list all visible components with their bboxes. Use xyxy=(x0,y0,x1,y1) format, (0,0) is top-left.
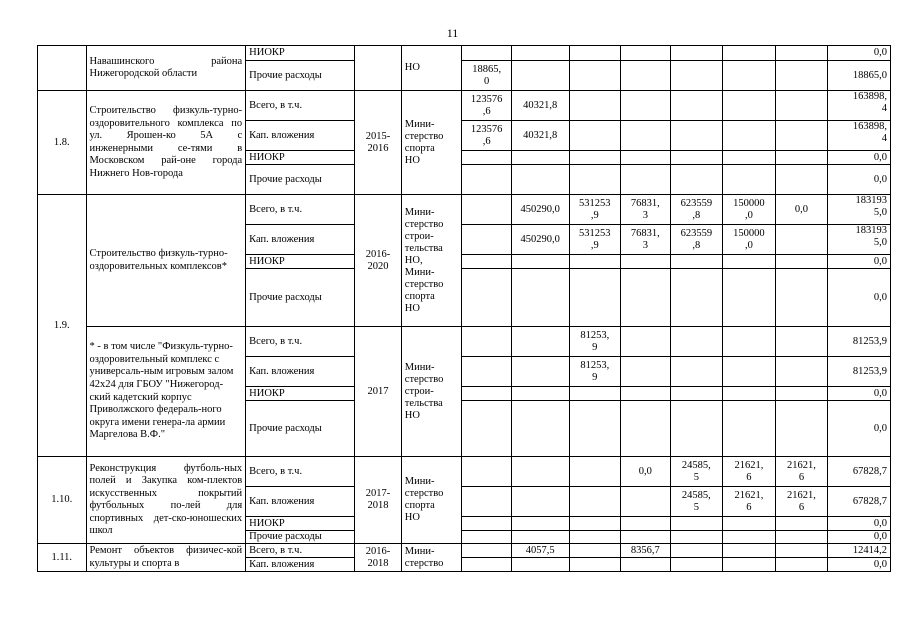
value-cell: 40321,8 xyxy=(511,91,569,121)
expense-kind: Кап. вложения xyxy=(246,357,355,387)
expense-kind: Кап. вложения xyxy=(246,121,355,151)
total-cell: 163898, 4 xyxy=(828,91,891,121)
period: 2015- 2016 xyxy=(355,91,401,195)
total-cell: 0,0 xyxy=(828,558,891,572)
value-cell: 531253 ,9 xyxy=(569,195,621,225)
total-cell: 0,0 xyxy=(828,255,891,269)
executor: Мини- стерство строи- тельства НО xyxy=(401,327,462,457)
value-cell: 450290,0 xyxy=(511,195,569,225)
table-row xyxy=(38,544,891,558)
total-cell: 67828,7 xyxy=(828,487,891,517)
value-cell: 123576 ,6 xyxy=(462,121,512,151)
value-cell: 76831, 3 xyxy=(621,195,671,225)
executor: Мини- стерство спорта НО xyxy=(401,457,462,544)
total-cell: 0,0 xyxy=(828,165,891,195)
item-name: Строительство физкуль-турно-оздоровительных комплексов* xyxy=(86,195,246,327)
total-cell: 12414,2 xyxy=(828,544,891,558)
executor: Мини- стерство xyxy=(401,544,462,572)
expense-kind: Прочие расходы xyxy=(246,269,355,327)
item-number: 1.8. xyxy=(38,91,87,195)
expense-kind: Прочие расходы xyxy=(246,61,355,91)
item-name: Строительство физкуль-турно-оздоровительного комплекса по ул. Ярошен-ко 5А с инженерными се-тями в Московском рай-оне города Нижнего Нов-города xyxy=(86,91,246,195)
page-number: 11 xyxy=(446,26,459,40)
value-cell: 123576 ,6 xyxy=(462,91,512,121)
table-row xyxy=(38,46,891,61)
expense-kind: НИОКР xyxy=(246,151,355,165)
total-cell: 163898, 4 xyxy=(828,121,891,151)
expense-kind: Всего, в т.ч. xyxy=(246,544,355,558)
total-cell: 81253,9 xyxy=(828,357,891,387)
period: 2017 xyxy=(355,327,401,457)
item-name: Реконструкция футболь-ных полей и Закупка ком-плектов искусственных покрытий футбольных по-лей для спортивных дет-ско-юношеских школ xyxy=(86,457,246,544)
expense-kind: Прочие расходы xyxy=(246,401,355,457)
value-cell: 531253 ,9 xyxy=(569,225,621,255)
item-name: Навашинского района Нижегородской области xyxy=(86,46,246,91)
value-cell: 0,0 xyxy=(621,457,671,487)
item-number: 1.11. xyxy=(38,544,87,572)
expense-kind: НИОКР xyxy=(246,387,355,401)
total-cell: 0,0 xyxy=(828,517,891,531)
total-cell: 183193 5,0 xyxy=(828,195,891,225)
value-cell: 150000 ,0 xyxy=(723,195,776,225)
item-number: 1.9. xyxy=(38,195,87,457)
total-cell: 0,0 xyxy=(828,531,891,544)
expense-kind: Всего, в т.ч. xyxy=(246,327,355,357)
executor: Мини- стерство спорта НО xyxy=(401,91,462,195)
expense-kind: Кап. вложения xyxy=(246,558,355,572)
table-row xyxy=(38,91,891,121)
value-cell: 81253, 9 xyxy=(569,357,621,387)
value-cell: 40321,8 xyxy=(511,121,569,151)
executor: НО xyxy=(401,46,462,91)
total-cell: 81253,9 xyxy=(828,327,891,357)
item-number xyxy=(38,46,87,91)
expense-kind: Прочие расходы xyxy=(246,165,355,195)
expense-kind: Прочие расходы xyxy=(246,531,355,544)
value-cell: 21621, 6 xyxy=(723,457,776,487)
total-cell: 0,0 xyxy=(828,151,891,165)
expense-kind: Всего, в т.ч. xyxy=(246,91,355,121)
value-cell: 81253, 9 xyxy=(569,327,621,357)
value-cell: 18865, 0 xyxy=(462,61,512,91)
table-row xyxy=(38,457,891,487)
expense-kind: Кап. вложения xyxy=(246,487,355,517)
total-cell: 67828,7 xyxy=(828,457,891,487)
item-name: * - в том числе "Физкуль-турно-оздоровительный комплекс с универсаль-ным игровым залом 42х24 для ГБОУ "Нижегород-ский кадетский корпус Приволжского федераль-ного округа имени генера-ла армии Маргелова В.Ф." xyxy=(86,327,246,457)
expense-kind: Всего, в т.ч. xyxy=(246,195,355,225)
value-cell: 450290,0 xyxy=(511,225,569,255)
item-number: 1.10. xyxy=(38,457,87,544)
expense-kind: Всего, в т.ч. xyxy=(246,457,355,487)
value-cell: 21621, 6 xyxy=(723,487,776,517)
period: 2017- 2018 xyxy=(355,457,401,544)
total-cell: 0,0 xyxy=(828,269,891,327)
budget-table xyxy=(37,45,891,572)
value-cell: 623559 ,8 xyxy=(670,225,723,255)
table-row xyxy=(38,327,891,357)
value-cell: 21621, 6 xyxy=(775,457,828,487)
executor: Мини- стерство строи- тельства НО, Мини- стерство спорта НО xyxy=(401,195,462,327)
value-cell: 24585, 5 xyxy=(670,487,723,517)
value-cell: 150000 ,0 xyxy=(723,225,776,255)
total-cell: 0,0 xyxy=(828,387,891,401)
value-cell: 623559 ,8 xyxy=(670,195,723,225)
expense-kind: НИОКР xyxy=(246,255,355,269)
value-cell: 0,0 xyxy=(775,195,828,225)
value-cell: 76831, 3 xyxy=(621,225,671,255)
item-name: Ремонт объектов физичес-кой культуры и спорта в xyxy=(86,544,246,572)
expense-kind: НИОКР xyxy=(246,46,355,61)
total-cell: 0,0 xyxy=(828,401,891,457)
total-cell: 0,0 xyxy=(828,46,891,61)
value-cell: 4057,5 xyxy=(511,544,569,558)
period: 2016- 2020 xyxy=(355,195,401,327)
period: 2016- 2018 xyxy=(355,544,401,572)
expense-kind: НИОКР xyxy=(246,517,355,531)
value-cell: 24585, 5 xyxy=(670,457,723,487)
table-row xyxy=(38,195,891,225)
expense-kind: Кап. вложения xyxy=(246,225,355,255)
value-cell: 8356,7 xyxy=(621,544,671,558)
total-cell: 18865,0 xyxy=(828,61,891,91)
total-cell: 183193 5,0 xyxy=(828,225,891,255)
value-cell: 21621, 6 xyxy=(775,487,828,517)
